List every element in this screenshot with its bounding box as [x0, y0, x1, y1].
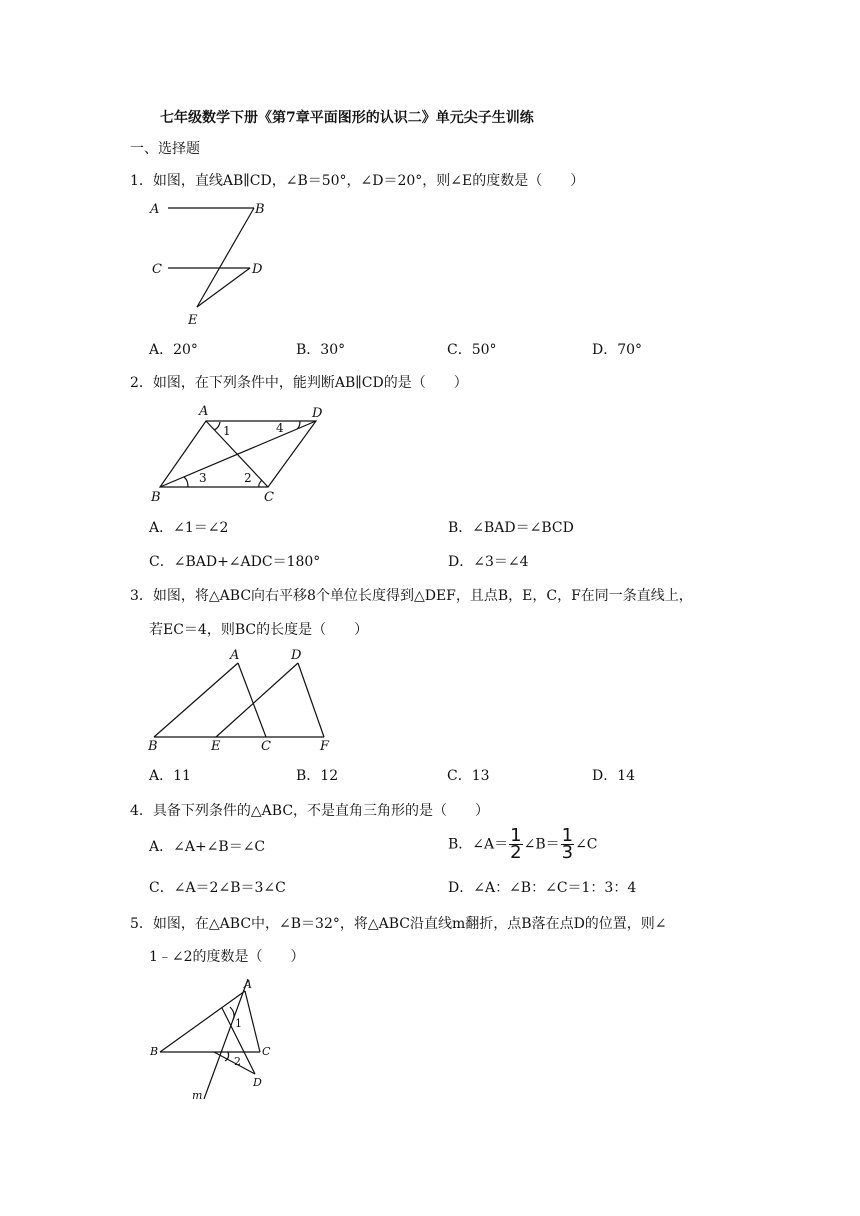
section-heading: 一、选择题	[130, 141, 200, 157]
label-e: E	[211, 739, 221, 754]
label-a: A	[230, 648, 240, 663]
q1-option-c[interactable]: C．50°	[447, 342, 497, 358]
q4-option-d[interactable]: D．∠A：∠B：∠C＝1：3：4	[448, 880, 637, 896]
segment-ac	[238, 663, 266, 737]
q1-option-a[interactable]: A．20°	[149, 342, 198, 358]
label-b: B	[151, 490, 161, 505]
q2-option-d[interactable]: D．∠3＝∠4	[448, 554, 529, 570]
question-5-figure	[140, 975, 300, 1110]
segment-ac	[245, 991, 260, 1052]
label-c: C	[261, 739, 271, 754]
arc-3	[184, 477, 188, 487]
arc-2	[259, 480, 262, 487]
question-1-stem: 1．如图，直线AB∥CD，∠B＝50°，∠D＝20°，则∠E的度数是（ ）	[130, 173, 585, 189]
fraction-denominator: 3	[561, 842, 574, 863]
q4-option-a[interactable]: A．∠A+∠B＝∠C	[149, 839, 266, 855]
angle-label-3: 3	[199, 471, 207, 485]
question-3-stem-line1: 3．如图，将△ABC向右平移8个单位长度得到△DEF，且点B，E，C，F在同一条直线上，	[130, 588, 693, 604]
label-d: D	[252, 262, 263, 277]
label-a: A	[150, 202, 160, 217]
q4-option-b-mid: ∠B＝	[523, 836, 560, 853]
angle-label-2: 2	[244, 471, 252, 485]
q4-option-b[interactable]	[448, 825, 598, 863]
q2-option-c[interactable]: C．∠BAD+∠ADC＝180°	[149, 554, 321, 570]
segment-ed	[216, 663, 298, 737]
question-1-figure	[140, 192, 280, 337]
angle-label-1: 1	[223, 424, 231, 438]
arc-1	[230, 1007, 234, 1020]
arc-1	[214, 422, 220, 430]
fraction-numerator: 1	[510, 825, 522, 846]
label-c: C	[152, 262, 162, 277]
label-c: C	[264, 490, 274, 505]
label-d: D	[291, 648, 302, 663]
fraction-one-third	[561, 825, 574, 863]
fraction-numerator: 1	[561, 825, 574, 846]
question-3-figure	[140, 645, 340, 755]
question-3-stem-line2: 若EC＝4，则BC的长度是（ ）	[149, 622, 369, 638]
label-e: E	[188, 313, 198, 328]
line-m	[204, 979, 248, 1099]
label-f: F	[320, 739, 330, 754]
q3-option-a[interactable]: A．11	[149, 768, 191, 784]
label-m: m	[192, 1089, 203, 1102]
question-4-stem: 4．具备下列条件的△ABC，不是直角三角形的是（ ）	[130, 803, 490, 819]
segment-de	[197, 268, 250, 307]
segment-df	[298, 663, 324, 737]
fraction-denominator: 2	[510, 842, 522, 863]
label-d: D	[312, 406, 323, 421]
angle-label-2: 2	[234, 1055, 241, 1068]
question-2-stem: 2．如图，在下列条件中，能判断AB∥CD的是（ ）	[130, 375, 468, 391]
q1-option-d[interactable]: D．70°	[592, 342, 643, 358]
label-d: D	[253, 1076, 262, 1089]
angle-label-4: 4	[276, 421, 284, 435]
q1-option-b[interactable]: B．30°	[296, 342, 346, 358]
fraction-one-half	[509, 825, 522, 863]
segment-ba	[154, 663, 238, 737]
q3-option-b[interactable]: B．12	[296, 768, 339, 784]
question-5-stem-line2: 1﹣∠2的度数是（ ）	[149, 949, 305, 965]
q2-option-a[interactable]: A．∠1＝∠2	[149, 520, 229, 536]
label-a: A	[244, 978, 252, 991]
q4-option-b-prefix: B．∠A＝	[448, 836, 509, 853]
page-title: 七年级数学下册《第7章平面图形的认识二》单元尖子生训练	[160, 110, 534, 126]
q3-option-c[interactable]: C．13	[447, 768, 490, 784]
label-b: B	[148, 739, 158, 754]
question-2-figure	[140, 398, 340, 508]
q3-option-d[interactable]: D．14	[592, 768, 636, 784]
question-5-stem-line1: 5．如图，在△ABC中，∠B＝32°，将△ABC沿直线m翻折，点B落在点D的位置，则∠	[130, 916, 667, 932]
q2-option-b[interactable]: B．∠BAD＝∠BCD	[448, 520, 574, 536]
angle-label-1: 1	[235, 1017, 242, 1030]
label-b: B	[150, 1045, 159, 1058]
label-b: B	[255, 202, 265, 217]
label-a: A	[199, 404, 209, 419]
q4-option-b-suffix: ∠C	[575, 836, 598, 853]
label-c: C	[262, 1045, 271, 1058]
segment-be	[197, 208, 254, 307]
q4-option-c[interactable]: C．∠A＝2∠B＝3∠C	[149, 880, 286, 896]
